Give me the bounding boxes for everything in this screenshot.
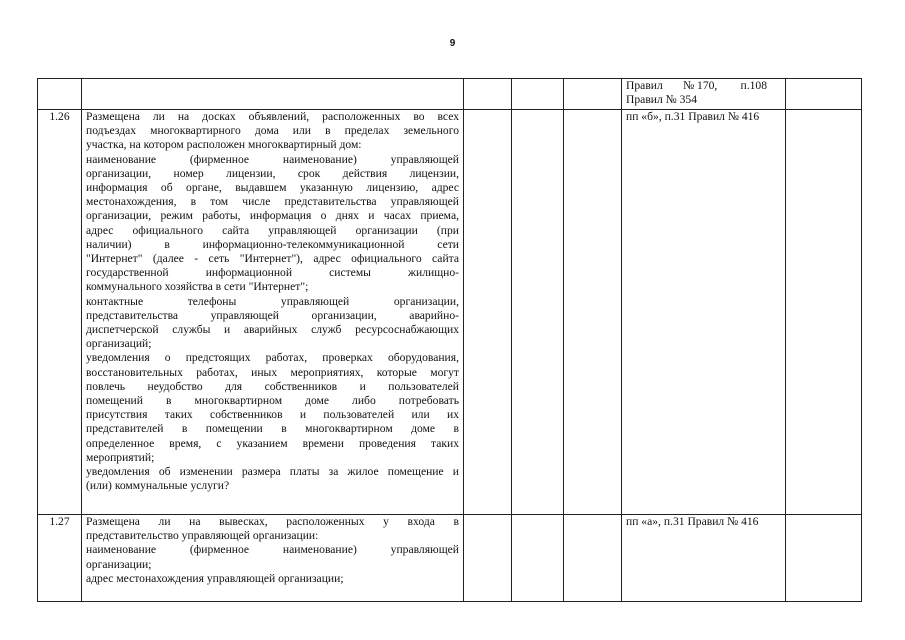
question-cell — [82, 110, 464, 515]
no-cell — [512, 79, 564, 110]
question-line: коммунального хозяйства в сети "Интернет"; — [86, 280, 309, 294]
legal-reference-line: пп «б», п.31 Правил № 416 — [626, 110, 760, 123]
question-cell — [82, 515, 464, 602]
question-line: местонахождения, в том числе представительства управляющей — [86, 195, 459, 209]
question-line: организации; — [86, 557, 152, 571]
legal-reference-line: пп «а», п.31 Правил № 416 — [626, 515, 759, 528]
table-row — [38, 110, 862, 515]
question-line: наличии) в информационно-телекоммуникационной сети — [86, 237, 459, 251]
yes-cell — [464, 79, 512, 110]
not-applicable-cell — [564, 110, 622, 515]
no-cell — [512, 110, 564, 515]
legal-reference-cell — [622, 110, 786, 515]
item-number-cell — [38, 79, 82, 110]
question-line: "Интернет" (далее - сеть "Интернет"), адрес официального сайта — [86, 252, 459, 266]
question-cell — [82, 79, 464, 110]
question-line: информация об органе, выдавшем указанную лицензию, адрес — [86, 181, 459, 195]
question-line: организаций; — [86, 337, 152, 351]
notes-cell — [786, 110, 862, 515]
question-line: адрес официального сайта управляющей организации (при — [86, 223, 459, 237]
question-line: представительство управляющей организации: — [86, 529, 319, 543]
page-number: 9 — [449, 38, 456, 49]
question-line: подъездах многоквартирного дома или в пределах земельного — [86, 124, 459, 138]
question-line: (или) коммунальные услуги? — [86, 479, 230, 493]
legal-reference-cell — [622, 515, 786, 602]
not-applicable-cell — [564, 79, 622, 110]
notes-cell — [786, 515, 862, 602]
question-line: наименование (фирменное наименование) управляющей — [86, 543, 459, 557]
notes-cell — [786, 79, 862, 110]
item-number-cell: 1.27 — [38, 515, 82, 602]
legal-reference-line: Правил № 354 — [626, 93, 698, 107]
table-row — [38, 515, 862, 602]
question-line: наименование (фирменное наименование) управляющей — [86, 152, 459, 166]
question-line: Размещена ли на вывесках, расположенных у входа в — [86, 515, 459, 528]
item-number-cell: 1.26 — [38, 110, 82, 515]
question-line: участка, на котором расположен многоквартирный дом: — [86, 138, 362, 152]
no-cell — [512, 515, 564, 602]
legal-reference-cell — [622, 79, 786, 110]
question-line: диспетчерской службы и аварийных служб ресурсоснабжающих — [86, 323, 459, 337]
yes-cell — [464, 110, 512, 515]
question-line: Размещена ли на досках объявлений, расположенных во всех — [86, 110, 459, 123]
question-line: мероприятий; — [86, 450, 155, 464]
question-line: организации, режим работы, информация о днях и часах приема, — [86, 209, 459, 223]
legal-reference-line: Правил № 170, п.108 — [626, 79, 767, 92]
question-line: уведомления о предстоящих работах, проверках оборудования, — [86, 351, 459, 365]
question-line: определенное время, с указанием времени проведения таких — [86, 436, 459, 450]
not-applicable-cell — [564, 515, 622, 602]
question-line: контактные телефоны управляющей организации, — [86, 294, 459, 308]
yes-cell — [464, 515, 512, 602]
question-line: присутствия таких собственников и пользователей или их — [86, 408, 459, 422]
question-line: организации, номер лицензии, срок действия лицензии, — [86, 166, 459, 180]
checklist-table — [37, 78, 862, 602]
question-line: помещений в многоквартирном доме либо потребовать — [86, 394, 459, 408]
question-line: государственной информационной системы жилищно- — [86, 266, 459, 280]
question-line: представителей в помещении в многоквартирном доме в — [86, 422, 459, 436]
question-line: адрес местонахождения управляющей организации; — [86, 571, 344, 585]
question-line: представительства управляющей организации, аварийно- — [86, 308, 459, 322]
question-line: восстановительных работах, иных мероприятиях, которые могут — [86, 365, 459, 379]
table-row — [38, 79, 862, 110]
question-line: уведомления об изменении размера платы за жилое помещение и — [86, 465, 459, 479]
question-line: повлечь неудобство для собственников и пользователей — [86, 379, 459, 393]
